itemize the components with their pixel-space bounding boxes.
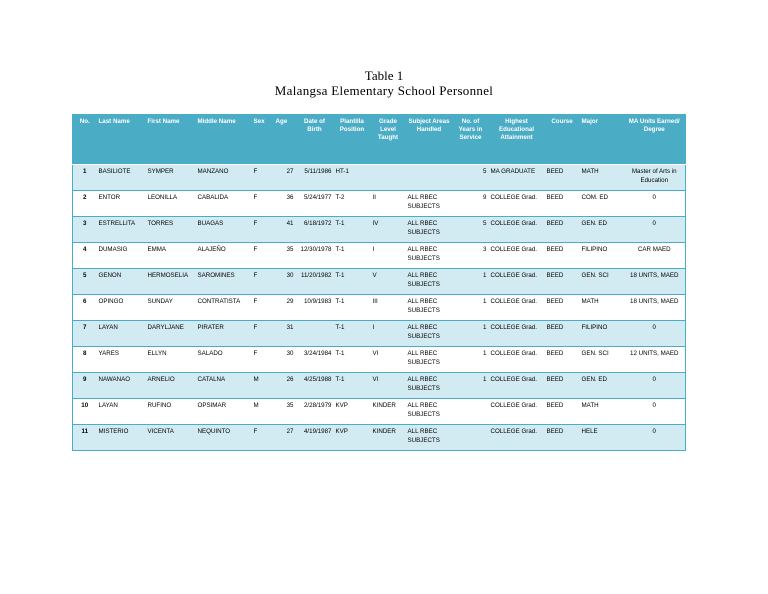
- sex-cell: F: [252, 243, 274, 269]
- subject-areas-cell: ALL RBEC SUBJECTS: [406, 373, 453, 399]
- subject-areas-cell: ALL RBEC SUBJECTS: [406, 269, 453, 295]
- grade-level-cell: VI: [371, 347, 406, 373]
- column-header: Date of Birth: [296, 114, 334, 165]
- course-cell: BEED: [545, 399, 580, 425]
- subject-areas-cell: ALL RBEC SUBJECTS: [406, 295, 453, 321]
- table-row: [73, 321, 686, 347]
- first-name-cell: SUNDAY: [146, 295, 196, 321]
- last-name-cell: MISTERIO: [97, 425, 146, 451]
- plantilla-position-cell: T-1: [334, 321, 371, 347]
- major-cell: MATH: [580, 165, 624, 191]
- row-number: 11: [73, 425, 97, 451]
- plantilla-position-cell: T-1: [334, 347, 371, 373]
- course-cell: BEED: [545, 269, 580, 295]
- date-of-birth-cell: 2/28/1979: [296, 399, 334, 425]
- grade-level-cell: KINDER: [371, 425, 406, 451]
- last-name-cell: NAWANAO: [97, 373, 146, 399]
- subject-areas-cell: ALL RBEC SUBJECTS: [406, 243, 453, 269]
- column-header: No. of Years in Service: [453, 114, 489, 165]
- age-cell: 29: [274, 295, 296, 321]
- sex-cell: F: [252, 295, 274, 321]
- first-name-cell: DARYLJANE: [146, 321, 196, 347]
- grade-level-cell: KINDER: [371, 399, 406, 425]
- plantilla-position-cell: T-1: [334, 217, 371, 243]
- table-row: [73, 295, 686, 321]
- row-number: 4: [73, 243, 97, 269]
- date-of-birth-cell: [296, 321, 334, 347]
- table-number: Table 1: [364, 68, 404, 83]
- middle-name-cell: PIRATER: [196, 321, 252, 347]
- sex-cell: F: [252, 321, 274, 347]
- plantilla-position-cell: T-1: [334, 295, 371, 321]
- years-in-service-cell: 1: [453, 347, 489, 373]
- major-cell: HELE: [580, 425, 624, 451]
- ma-units-cell: 12 UNITS, MAED: [624, 347, 686, 373]
- educational-attainment-cell: COLLEGE Grad.: [489, 217, 545, 243]
- years-in-service-cell: 5: [453, 165, 489, 191]
- course-cell: BEED: [545, 425, 580, 451]
- educational-attainment-cell: MA GRADUATE: [489, 165, 545, 191]
- subject-areas-cell: [406, 165, 453, 191]
- major-cell: GEN. SCI: [580, 347, 624, 373]
- date-of-birth-cell: 10/9/1983: [296, 295, 334, 321]
- middle-name-cell: BUAGAS: [196, 217, 252, 243]
- grade-level-cell: III: [371, 295, 406, 321]
- column-header: Last Name: [97, 114, 146, 165]
- plantilla-position-cell: T-1: [334, 243, 371, 269]
- ma-units-cell: 0: [624, 217, 686, 243]
- row-number: 7: [73, 321, 97, 347]
- column-header: Age: [274, 114, 296, 165]
- educational-attainment-cell: COLLEGE Grad.: [489, 295, 545, 321]
- years-in-service-cell: 1: [453, 269, 489, 295]
- ma-units-cell: 18 UNITS, MAED: [624, 269, 686, 295]
- table-row: [73, 191, 686, 217]
- first-name-cell: TORRES: [146, 217, 196, 243]
- table-row: [73, 373, 686, 399]
- course-cell: BEED: [545, 191, 580, 217]
- middle-name-cell: ALAJEÑO: [196, 243, 252, 269]
- educational-attainment-cell: COLLEGE Grad.: [489, 191, 545, 217]
- major-cell: GEN. ED: [580, 217, 624, 243]
- subject-areas-cell: ALL RBEC SUBJECTS: [406, 347, 453, 373]
- table-caption: [0, 68, 768, 98]
- age-cell: 35: [274, 243, 296, 269]
- years-in-service-cell: [453, 399, 489, 425]
- course-cell: BEED: [545, 243, 580, 269]
- major-cell: GEN. ED: [580, 373, 624, 399]
- table-row: [73, 269, 686, 295]
- middle-name-cell: CATALNA: [196, 373, 252, 399]
- table-row: [73, 347, 686, 373]
- first-name-cell: EMMA: [146, 243, 196, 269]
- date-of-birth-cell: 3/24/1984: [296, 347, 334, 373]
- plantilla-position-cell: T-1: [334, 373, 371, 399]
- course-cell: BEED: [545, 321, 580, 347]
- years-in-service-cell: 1: [453, 373, 489, 399]
- educational-attainment-cell: COLLEGE Grad.: [489, 399, 545, 425]
- ma-units-cell: CAR MAED: [624, 243, 686, 269]
- date-of-birth-cell: 5/11/1986: [296, 165, 334, 191]
- table-row: [73, 165, 686, 191]
- sex-cell: M: [252, 399, 274, 425]
- date-of-birth-cell: 12/30/1978: [296, 243, 334, 269]
- major-cell: COM. ED: [580, 191, 624, 217]
- major-cell: FILIPINO: [580, 321, 624, 347]
- date-of-birth-cell: 5/24/1977: [296, 191, 334, 217]
- age-cell: 36: [274, 191, 296, 217]
- table-row: [73, 425, 686, 451]
- age-cell: 26: [274, 373, 296, 399]
- age-cell: 27: [274, 165, 296, 191]
- ma-units-cell: 0: [624, 191, 686, 217]
- table-header-row: [73, 114, 686, 165]
- ma-units-cell: 0: [624, 425, 686, 451]
- row-number: 3: [73, 217, 97, 243]
- sex-cell: F: [252, 191, 274, 217]
- middle-name-cell: CONTRATISTA: [196, 295, 252, 321]
- educational-attainment-cell: COLLEGE Grad.: [489, 373, 545, 399]
- years-in-service-cell: 1: [453, 295, 489, 321]
- last-name-cell: YARES: [97, 347, 146, 373]
- last-name-cell: BASILIOTE: [97, 165, 146, 191]
- column-header: No.: [73, 114, 97, 165]
- middle-name-cell: NEQUINTO: [196, 425, 252, 451]
- course-cell: BEED: [545, 347, 580, 373]
- years-in-service-cell: 5: [453, 217, 489, 243]
- plantilla-position-cell: T-1: [334, 269, 371, 295]
- subject-areas-cell: ALL RBEC SUBJECTS: [406, 217, 453, 243]
- table-row: [73, 217, 686, 243]
- years-in-service-cell: 1: [453, 321, 489, 347]
- first-name-cell: SYMPER: [146, 165, 196, 191]
- middle-name-cell: SAROMINES: [196, 269, 252, 295]
- date-of-birth-cell: 11/20/1982: [296, 269, 334, 295]
- first-name-cell: LEONILLA: [146, 191, 196, 217]
- subject-areas-cell: ALL RBEC SUBJECTS: [406, 425, 453, 451]
- plantilla-position-cell: HT-1: [334, 165, 371, 191]
- grade-level-cell: [371, 165, 406, 191]
- educational-attainment-cell: COLLEGE Grad.: [489, 347, 545, 373]
- personnel-table: [72, 114, 686, 451]
- first-name-cell: ARNELIO: [146, 373, 196, 399]
- column-header: First Name: [146, 114, 196, 165]
- course-cell: BEED: [545, 373, 580, 399]
- date-of-birth-cell: 4/19/1987: [296, 425, 334, 451]
- ma-units-cell: Master of Arts in Education: [624, 165, 686, 191]
- grade-level-cell: II: [371, 191, 406, 217]
- column-header: Subject Areas Handled: [406, 114, 453, 165]
- educational-attainment-cell: COLLEGE Grad.: [489, 321, 545, 347]
- grade-level-cell: I: [371, 321, 406, 347]
- middle-name-cell: OPSIMAR: [196, 399, 252, 425]
- major-cell: MATH: [580, 295, 624, 321]
- column-header: Grade Level Taught: [371, 114, 406, 165]
- sex-cell: F: [252, 425, 274, 451]
- table-row: [73, 243, 686, 269]
- column-header: Middle Name: [196, 114, 252, 165]
- row-number: 9: [73, 373, 97, 399]
- major-cell: FILIPINO: [580, 243, 624, 269]
- table-row: [73, 399, 686, 425]
- educational-attainment-cell: COLLEGE Grad.: [489, 243, 545, 269]
- column-header: MA Units Earned/ Degree: [624, 114, 686, 165]
- last-name-cell: ENTOR: [97, 191, 146, 217]
- grade-level-cell: I: [371, 243, 406, 269]
- age-cell: 31: [274, 321, 296, 347]
- row-number: 8: [73, 347, 97, 373]
- column-header: Major: [580, 114, 624, 165]
- first-name-cell: ELLYN: [146, 347, 196, 373]
- age-cell: 41: [274, 217, 296, 243]
- middle-name-cell: SALADO: [196, 347, 252, 373]
- table-title: Malangsa Elementary School Personnel: [274, 83, 494, 98]
- last-name-cell: ESTRELLITA: [97, 217, 146, 243]
- age-cell: 27: [274, 425, 296, 451]
- first-name-cell: RUFINO: [146, 399, 196, 425]
- course-cell: BEED: [545, 165, 580, 191]
- ma-units-cell: 0: [624, 321, 686, 347]
- sex-cell: F: [252, 217, 274, 243]
- plantilla-position-cell: KVP: [334, 425, 371, 451]
- years-in-service-cell: 9: [453, 191, 489, 217]
- row-number: 5: [73, 269, 97, 295]
- date-of-birth-cell: 4/25/1988: [296, 373, 334, 399]
- age-cell: 35: [274, 399, 296, 425]
- plantilla-position-cell: KVP: [334, 399, 371, 425]
- educational-attainment-cell: COLLEGE Grad.: [489, 425, 545, 451]
- sex-cell: F: [252, 347, 274, 373]
- last-name-cell: LAYAN: [97, 321, 146, 347]
- row-number: 2: [73, 191, 97, 217]
- last-name-cell: LAYAN: [97, 399, 146, 425]
- years-in-service-cell: 3: [453, 243, 489, 269]
- course-cell: BEED: [545, 295, 580, 321]
- ma-units-cell: 18 UNITS, MAED: [624, 295, 686, 321]
- plantilla-position-cell: T-2: [334, 191, 371, 217]
- row-number: 6: [73, 295, 97, 321]
- date-of-birth-cell: 6/18/1972: [296, 217, 334, 243]
- row-number: 10: [73, 399, 97, 425]
- last-name-cell: GENON: [97, 269, 146, 295]
- years-in-service-cell: [453, 425, 489, 451]
- sex-cell: F: [252, 269, 274, 295]
- subject-areas-cell: ALL RBEC SUBJECTS: [406, 321, 453, 347]
- column-header: Highest Educational Attainment: [489, 114, 545, 165]
- last-name-cell: OPINGO: [97, 295, 146, 321]
- major-cell: GEN. SCI: [580, 269, 624, 295]
- major-cell: MATH: [580, 399, 624, 425]
- ma-units-cell: 0: [624, 373, 686, 399]
- last-name-cell: DUMASIG: [97, 243, 146, 269]
- grade-level-cell: V: [371, 269, 406, 295]
- first-name-cell: VICENTA: [146, 425, 196, 451]
- column-header: Plantilla Position: [334, 114, 371, 165]
- subject-areas-cell: ALL RBEC SUBJECTS: [406, 191, 453, 217]
- course-cell: BEED: [545, 217, 580, 243]
- educational-attainment-cell: COLLEGE Grad.: [489, 269, 545, 295]
- grade-level-cell: IV: [371, 217, 406, 243]
- middle-name-cell: MANZANO: [196, 165, 252, 191]
- age-cell: 30: [274, 347, 296, 373]
- first-name-cell: HERMOSELIA: [146, 269, 196, 295]
- column-header: Sex: [252, 114, 274, 165]
- age-cell: 30: [274, 269, 296, 295]
- sex-cell: M: [252, 373, 274, 399]
- middle-name-cell: CABALIDA: [196, 191, 252, 217]
- column-header: Course: [545, 114, 580, 165]
- ma-units-cell: 0: [624, 399, 686, 425]
- sex-cell: F: [252, 165, 274, 191]
- subject-areas-cell: ALL RBEC SUBJECTS: [406, 399, 453, 425]
- row-number: 1: [73, 165, 97, 191]
- grade-level-cell: VI: [371, 373, 406, 399]
